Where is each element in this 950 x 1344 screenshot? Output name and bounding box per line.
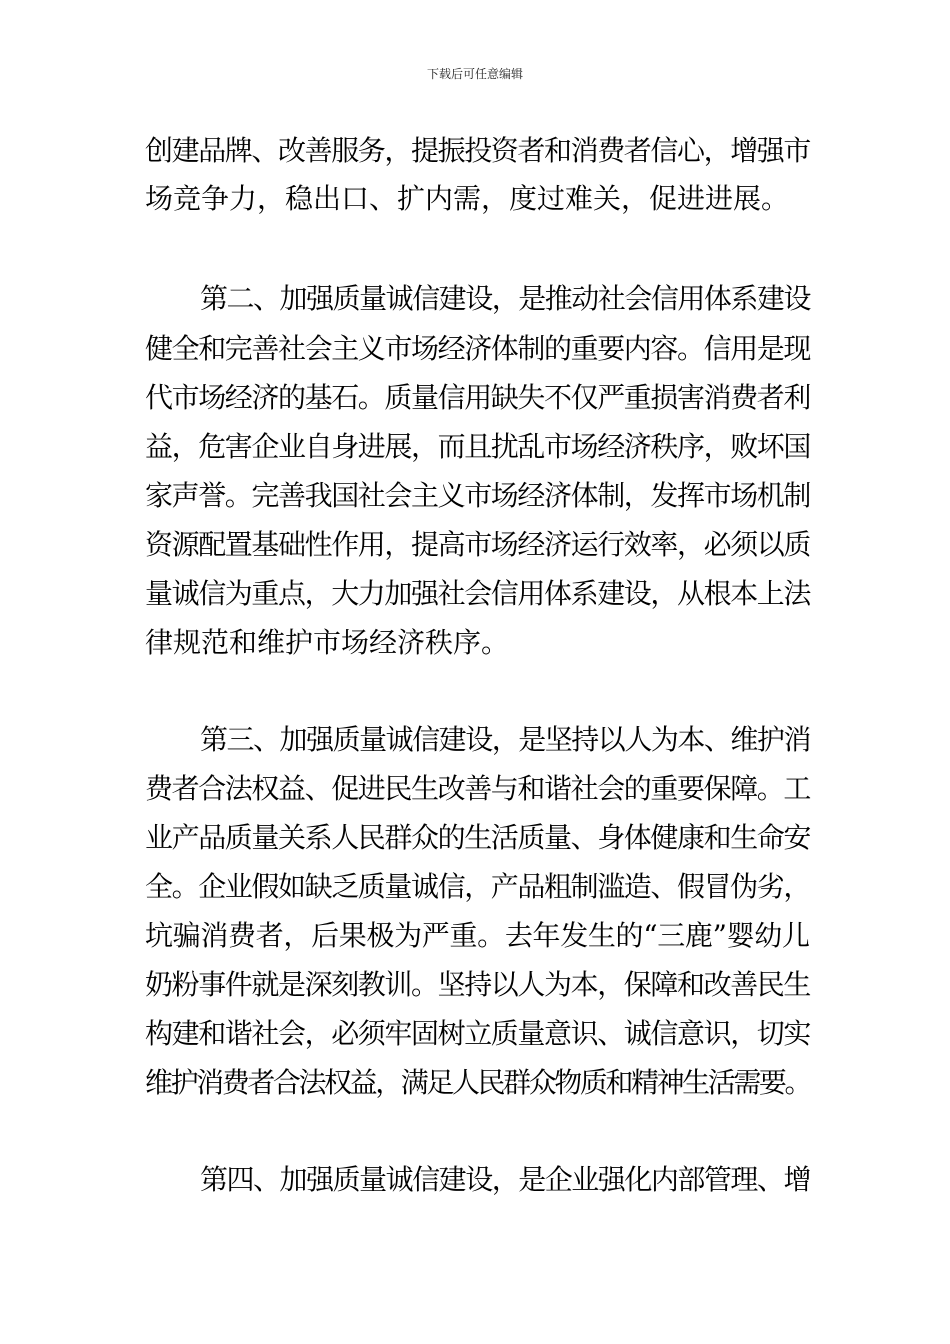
text-line: 量诚信为重点，大力加强社会信用体系建设，从根本上法: [145, 577, 811, 610]
text-line: 全。企业假如缺乏质量诚信，产品粗制滥造、假冒伪劣，: [145, 870, 811, 903]
text-line: 维护消费者合法权益，满足人民群众物质和精神生活需要。: [145, 1066, 811, 1099]
page-header-note: 下载后可任意编辑: [426, 67, 523, 81]
text-line: 构建和谐社会，必须牢固树立质量意识、诚信意识，切实: [145, 1017, 811, 1050]
text-line: 代市场经济的基石。质量信用缺失不仅严重损害消费者利: [145, 381, 811, 414]
paragraph-start-line: 第二、加强质量诚信建设，是推动社会信用体系建设: [200, 282, 810, 315]
paragraph-start-line: 第三、加强质量诚信建设，是坚持以人为本、维护消: [200, 723, 810, 756]
text-line: 业产品质量关系人民群众的生活质量、身体健康和生命安: [145, 821, 811, 854]
text-line: 创建品牌、改善服务，提振投资者和消费者信心，增强市: [145, 134, 811, 167]
text-line: 资源配置基础性作用，提高市场经济运行效率，必须以质: [145, 528, 811, 561]
text-line: 家声誉。完善我国社会主义市场经济体制，发挥市场机制: [145, 479, 811, 512]
text-line: 健全和完善社会主义市场经济体制的重要内容。信用是现: [145, 332, 811, 365]
text-line: 奶粉事件就是深刻教训。坚持以人为本，保障和改善民生: [145, 968, 811, 1001]
paragraph-start-line: 第四、加强质量诚信建设，是企业强化内部管理、增: [200, 1163, 810, 1196]
text-line: 费者合法权益、促进民生改善与和谐社会的重要保障。工: [145, 772, 811, 805]
text-line: 坑骗消费者，后果极为严重。去年发生的“三鹿”婴幼儿: [145, 919, 810, 952]
text-line: 律规范和维护市场经济秩序。: [145, 626, 510, 659]
text-line: 益，危害企业自身进展，而且扰乱市场经济秩序，败坏国: [145, 430, 811, 463]
text-line: 场竞争力，稳出口、扩内需，度过难关，促进进展。: [145, 182, 790, 215]
